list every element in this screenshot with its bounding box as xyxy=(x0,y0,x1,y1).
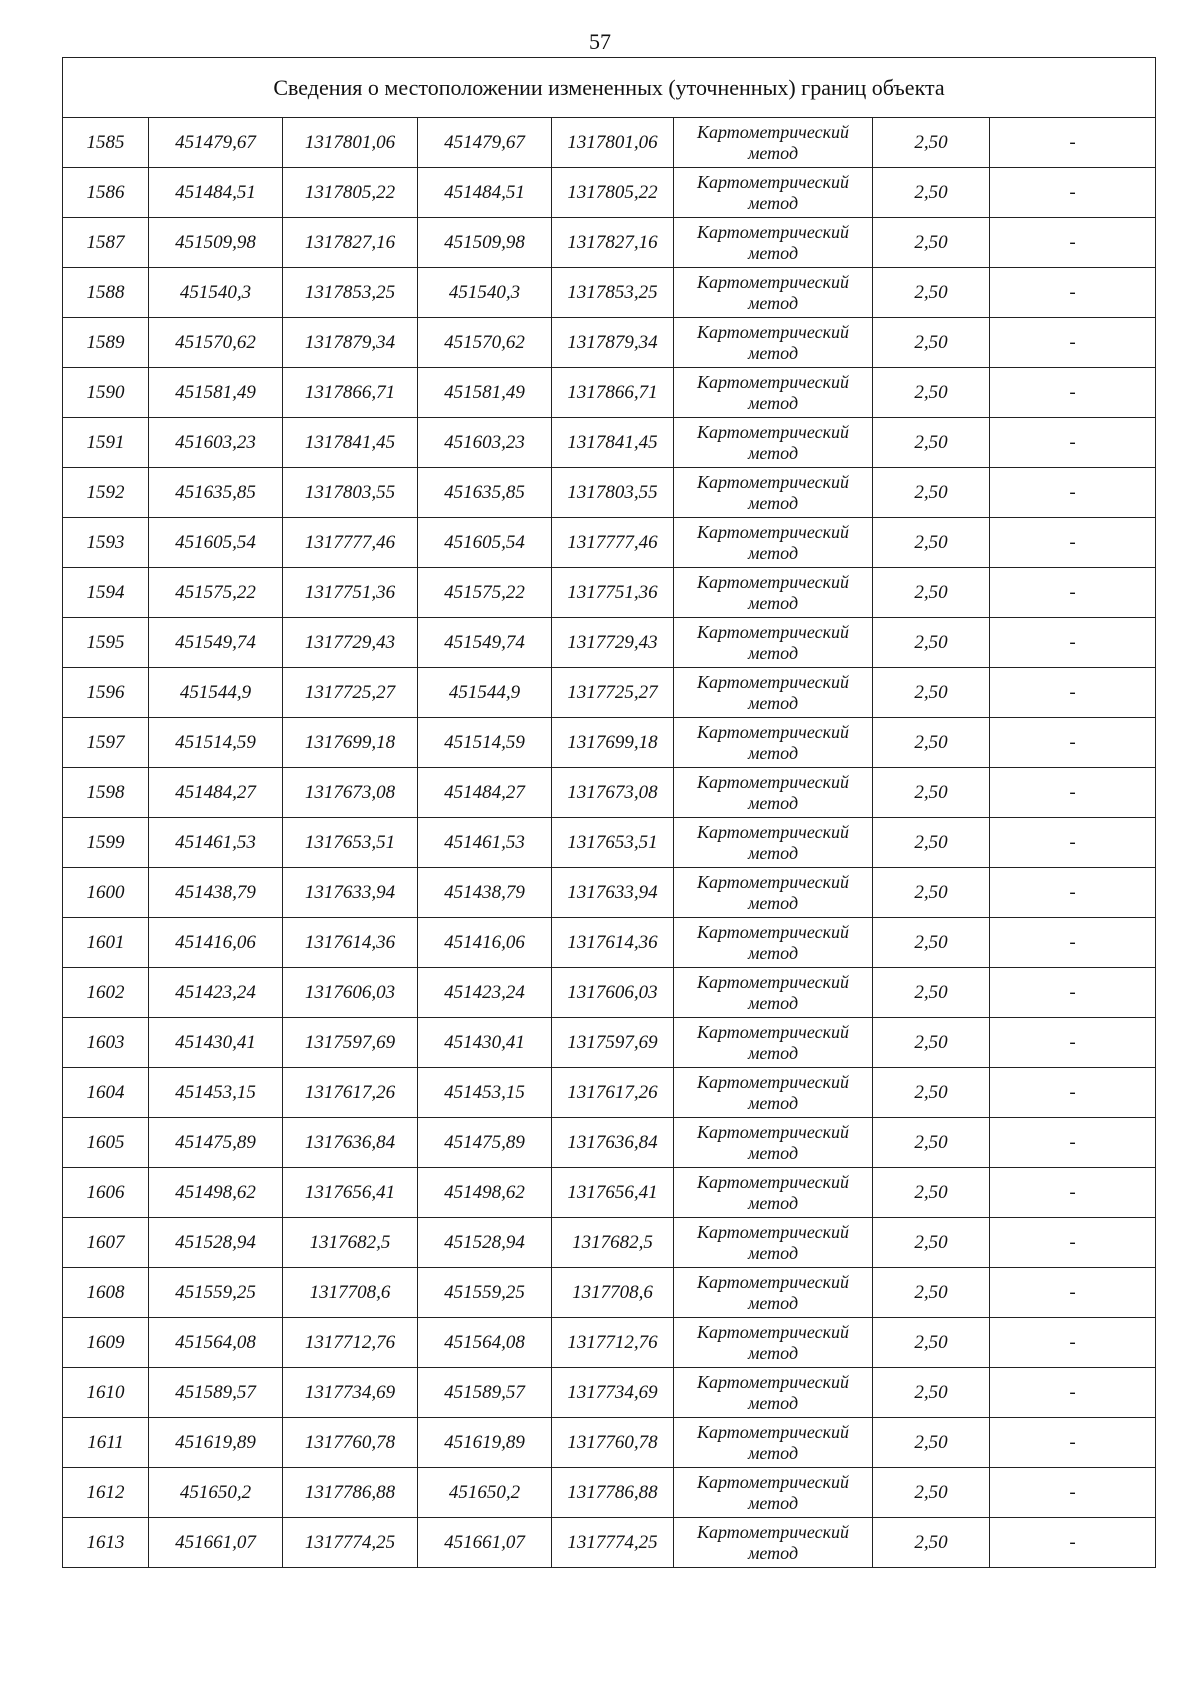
method-cell: Картометрический метод xyxy=(674,968,873,1018)
existing-x-cell: 451540,3 xyxy=(149,268,283,318)
point-number-cell: 1599 xyxy=(63,818,149,868)
updated-y-cell: 1317879,34 xyxy=(552,318,674,368)
updated-y-cell: 1317866,71 xyxy=(552,368,674,418)
method-cell: Картометрический метод xyxy=(674,1018,873,1068)
existing-y-cell: 1317682,5 xyxy=(283,1218,418,1268)
updated-y-cell: 1317774,25 xyxy=(552,1518,674,1568)
table-row xyxy=(63,318,1156,368)
boundary-coordinates-table xyxy=(62,57,1156,1568)
existing-x-cell: 451528,94 xyxy=(149,1218,283,1268)
existing-x-cell: 451564,08 xyxy=(149,1318,283,1368)
point-number-cell: 1606 xyxy=(63,1168,149,1218)
updated-y-cell: 1317673,08 xyxy=(552,768,674,818)
note-cell: - xyxy=(990,1468,1156,1518)
existing-x-cell: 451416,06 xyxy=(149,918,283,968)
table-row xyxy=(63,1318,1156,1368)
method-cell: Картометрический метод xyxy=(674,318,873,368)
updated-y-cell: 1317653,51 xyxy=(552,818,674,868)
table-title-row xyxy=(63,58,1156,118)
table-row xyxy=(63,718,1156,768)
updated-y-cell: 1317708,6 xyxy=(552,1268,674,1318)
existing-x-cell: 451479,67 xyxy=(149,118,283,168)
method-cell: Картометрический метод xyxy=(674,1268,873,1318)
updated-x-cell: 451528,94 xyxy=(418,1218,552,1268)
accuracy-cell: 2,50 xyxy=(873,218,990,268)
existing-y-cell: 1317801,06 xyxy=(283,118,418,168)
existing-x-cell: 451430,41 xyxy=(149,1018,283,1068)
existing-y-cell: 1317725,27 xyxy=(283,668,418,718)
point-number-cell: 1592 xyxy=(63,468,149,518)
note-cell: - xyxy=(990,1018,1156,1068)
existing-y-cell: 1317699,18 xyxy=(283,718,418,768)
accuracy-cell: 2,50 xyxy=(873,318,990,368)
updated-y-cell: 1317614,36 xyxy=(552,918,674,968)
existing-y-cell: 1317866,71 xyxy=(283,368,418,418)
method-cell: Картометрический метод xyxy=(674,868,873,918)
table-row xyxy=(63,618,1156,668)
updated-x-cell: 451540,3 xyxy=(418,268,552,318)
accuracy-cell: 2,50 xyxy=(873,918,990,968)
accuracy-cell: 2,50 xyxy=(873,1018,990,1068)
point-number-cell: 1613 xyxy=(63,1518,149,1568)
accuracy-cell: 2,50 xyxy=(873,1068,990,1118)
existing-x-cell: 451484,51 xyxy=(149,168,283,218)
updated-x-cell: 451514,59 xyxy=(418,718,552,768)
existing-x-cell: 451509,98 xyxy=(149,218,283,268)
table-row xyxy=(63,868,1156,918)
table-row xyxy=(63,1168,1156,1218)
table-row xyxy=(63,518,1156,568)
updated-y-cell: 1317777,46 xyxy=(552,518,674,568)
point-number-cell: 1598 xyxy=(63,768,149,818)
table-row xyxy=(63,768,1156,818)
accuracy-cell: 2,50 xyxy=(873,668,990,718)
method-cell: Картометрический метод xyxy=(674,568,873,618)
existing-x-cell: 451619,89 xyxy=(149,1418,283,1468)
updated-x-cell: 451498,62 xyxy=(418,1168,552,1218)
method-cell: Картометрический метод xyxy=(674,468,873,518)
accuracy-cell: 2,50 xyxy=(873,268,990,318)
existing-x-cell: 451635,85 xyxy=(149,468,283,518)
table-row xyxy=(63,1518,1156,1568)
updated-x-cell: 451581,49 xyxy=(418,368,552,418)
point-number-cell: 1591 xyxy=(63,418,149,468)
existing-y-cell: 1317803,55 xyxy=(283,468,418,518)
point-number-cell: 1602 xyxy=(63,968,149,1018)
method-cell: Картометрический метод xyxy=(674,168,873,218)
table-row xyxy=(63,168,1156,218)
existing-x-cell: 451605,54 xyxy=(149,518,283,568)
accuracy-cell: 2,50 xyxy=(873,1268,990,1318)
existing-x-cell: 451475,89 xyxy=(149,1118,283,1168)
updated-x-cell: 451544,9 xyxy=(418,668,552,718)
updated-y-cell: 1317803,55 xyxy=(552,468,674,518)
updated-x-cell: 451575,22 xyxy=(418,568,552,618)
updated-x-cell: 451484,27 xyxy=(418,768,552,818)
accuracy-cell: 2,50 xyxy=(873,1318,990,1368)
note-cell: - xyxy=(990,968,1156,1018)
updated-y-cell: 1317656,41 xyxy=(552,1168,674,1218)
point-number-cell: 1593 xyxy=(63,518,149,568)
updated-y-cell: 1317801,06 xyxy=(552,118,674,168)
accuracy-cell: 2,50 xyxy=(873,1118,990,1168)
note-cell: - xyxy=(990,1518,1156,1568)
note-cell: - xyxy=(990,1118,1156,1168)
existing-x-cell: 451581,49 xyxy=(149,368,283,418)
table-row xyxy=(63,1068,1156,1118)
updated-y-cell: 1317734,69 xyxy=(552,1368,674,1418)
existing-x-cell: 451570,62 xyxy=(149,318,283,368)
existing-x-cell: 451423,24 xyxy=(149,968,283,1018)
point-number-cell: 1596 xyxy=(63,668,149,718)
existing-x-cell: 451544,9 xyxy=(149,668,283,718)
existing-y-cell: 1317712,76 xyxy=(283,1318,418,1368)
existing-x-cell: 451549,74 xyxy=(149,618,283,668)
note-cell: - xyxy=(990,918,1156,968)
method-cell: Картометрический метод xyxy=(674,1418,873,1468)
point-number-cell: 1597 xyxy=(63,718,149,768)
existing-y-cell: 1317653,51 xyxy=(283,818,418,868)
note-cell: - xyxy=(990,1168,1156,1218)
table-row xyxy=(63,1468,1156,1518)
existing-x-cell: 451559,25 xyxy=(149,1268,283,1318)
accuracy-cell: 2,50 xyxy=(873,818,990,868)
note-cell: - xyxy=(990,1218,1156,1268)
table-row xyxy=(63,1418,1156,1468)
accuracy-cell: 2,50 xyxy=(873,1368,990,1418)
table-row xyxy=(63,268,1156,318)
note-cell: - xyxy=(990,518,1156,568)
updated-y-cell: 1317805,22 xyxy=(552,168,674,218)
note-cell: - xyxy=(990,1368,1156,1418)
updated-y-cell: 1317853,25 xyxy=(552,268,674,318)
updated-x-cell: 451461,53 xyxy=(418,818,552,868)
existing-x-cell: 451453,15 xyxy=(149,1068,283,1118)
point-number-cell: 1609 xyxy=(63,1318,149,1368)
existing-x-cell: 451498,62 xyxy=(149,1168,283,1218)
table-title: Сведения о местоположении измененных (уточненных) границ объекта xyxy=(63,58,1156,118)
updated-x-cell: 451423,24 xyxy=(418,968,552,1018)
point-number-cell: 1607 xyxy=(63,1218,149,1268)
accuracy-cell: 2,50 xyxy=(873,1218,990,1268)
method-cell: Картометрический метод xyxy=(674,1068,873,1118)
updated-x-cell: 451475,89 xyxy=(418,1118,552,1168)
updated-x-cell: 451484,51 xyxy=(418,168,552,218)
existing-x-cell: 451661,07 xyxy=(149,1518,283,1568)
existing-y-cell: 1317708,6 xyxy=(283,1268,418,1318)
method-cell: Картометрический метод xyxy=(674,668,873,718)
point-number-cell: 1585 xyxy=(63,118,149,168)
updated-x-cell: 451661,07 xyxy=(418,1518,552,1568)
method-cell: Картометрический метод xyxy=(674,418,873,468)
table-row xyxy=(63,1218,1156,1268)
existing-x-cell: 451650,2 xyxy=(149,1468,283,1518)
note-cell: - xyxy=(990,268,1156,318)
method-cell: Картометрический метод xyxy=(674,1218,873,1268)
existing-y-cell: 1317827,16 xyxy=(283,218,418,268)
note-cell: - xyxy=(990,218,1156,268)
note-cell: - xyxy=(990,718,1156,768)
table-row xyxy=(63,1118,1156,1168)
method-cell: Картометрический метод xyxy=(674,618,873,668)
table-row xyxy=(63,968,1156,1018)
method-cell: Картометрический метод xyxy=(674,368,873,418)
accuracy-cell: 2,50 xyxy=(873,868,990,918)
updated-y-cell: 1317760,78 xyxy=(552,1418,674,1468)
accuracy-cell: 2,50 xyxy=(873,1168,990,1218)
method-cell: Картометрический метод xyxy=(674,518,873,568)
updated-x-cell: 451570,62 xyxy=(418,318,552,368)
note-cell: - xyxy=(990,818,1156,868)
method-cell: Картометрический метод xyxy=(674,1518,873,1568)
accuracy-cell: 2,50 xyxy=(873,768,990,818)
point-number-cell: 1594 xyxy=(63,568,149,618)
existing-y-cell: 1317879,34 xyxy=(283,318,418,368)
point-number-cell: 1611 xyxy=(63,1418,149,1468)
note-cell: - xyxy=(990,118,1156,168)
existing-x-cell: 451514,59 xyxy=(149,718,283,768)
note-cell: - xyxy=(990,668,1156,718)
table-row xyxy=(63,118,1156,168)
accuracy-cell: 2,50 xyxy=(873,568,990,618)
method-cell: Картометрический метод xyxy=(674,1318,873,1368)
note-cell: - xyxy=(990,868,1156,918)
note-cell: - xyxy=(990,468,1156,518)
note-cell: - xyxy=(990,568,1156,618)
note-cell: - xyxy=(990,618,1156,668)
method-cell: Картометрический метод xyxy=(674,218,873,268)
existing-x-cell: 451484,27 xyxy=(149,768,283,818)
accuracy-cell: 2,50 xyxy=(873,368,990,418)
method-cell: Картометрический метод xyxy=(674,1468,873,1518)
method-cell: Картометрический метод xyxy=(674,918,873,968)
updated-y-cell: 1317786,88 xyxy=(552,1468,674,1518)
updated-y-cell: 1317729,43 xyxy=(552,618,674,668)
note-cell: - xyxy=(990,1318,1156,1368)
existing-y-cell: 1317614,36 xyxy=(283,918,418,968)
updated-y-cell: 1317617,26 xyxy=(552,1068,674,1118)
accuracy-cell: 2,50 xyxy=(873,618,990,668)
updated-y-cell: 1317636,84 xyxy=(552,1118,674,1168)
table-row xyxy=(63,1368,1156,1418)
point-number-cell: 1604 xyxy=(63,1068,149,1118)
accuracy-cell: 2,50 xyxy=(873,168,990,218)
updated-x-cell: 451549,74 xyxy=(418,618,552,668)
updated-x-cell: 451453,15 xyxy=(418,1068,552,1118)
accuracy-cell: 2,50 xyxy=(873,968,990,1018)
existing-y-cell: 1317617,26 xyxy=(283,1068,418,1118)
table-row xyxy=(63,468,1156,518)
updated-x-cell: 451509,98 xyxy=(418,218,552,268)
updated-y-cell: 1317633,94 xyxy=(552,868,674,918)
updated-y-cell: 1317841,45 xyxy=(552,418,674,468)
updated-x-cell: 451564,08 xyxy=(418,1318,552,1368)
point-number-cell: 1588 xyxy=(63,268,149,318)
method-cell: Картометрический метод xyxy=(674,818,873,868)
updated-x-cell: 451416,06 xyxy=(418,918,552,968)
point-number-cell: 1610 xyxy=(63,1368,149,1418)
updated-x-cell: 451605,54 xyxy=(418,518,552,568)
accuracy-cell: 2,50 xyxy=(873,518,990,568)
existing-x-cell: 451589,57 xyxy=(149,1368,283,1418)
accuracy-cell: 2,50 xyxy=(873,1468,990,1518)
table-row xyxy=(63,1268,1156,1318)
note-cell: - xyxy=(990,1268,1156,1318)
updated-x-cell: 451430,41 xyxy=(418,1018,552,1068)
table-row xyxy=(63,368,1156,418)
note-cell: - xyxy=(990,368,1156,418)
existing-y-cell: 1317805,22 xyxy=(283,168,418,218)
accuracy-cell: 2,50 xyxy=(873,468,990,518)
method-cell: Картометрический метод xyxy=(674,718,873,768)
accuracy-cell: 2,50 xyxy=(873,1518,990,1568)
table-row xyxy=(63,668,1156,718)
accuracy-cell: 2,50 xyxy=(873,418,990,468)
existing-y-cell: 1317729,43 xyxy=(283,618,418,668)
existing-y-cell: 1317633,94 xyxy=(283,868,418,918)
note-cell: - xyxy=(990,318,1156,368)
updated-y-cell: 1317712,76 xyxy=(552,1318,674,1368)
updated-y-cell: 1317597,69 xyxy=(552,1018,674,1068)
accuracy-cell: 2,50 xyxy=(873,1418,990,1468)
method-cell: Картометрический метод xyxy=(674,1118,873,1168)
existing-x-cell: 451603,23 xyxy=(149,418,283,468)
updated-x-cell: 451438,79 xyxy=(418,868,552,918)
existing-y-cell: 1317751,36 xyxy=(283,568,418,618)
point-number-cell: 1586 xyxy=(63,168,149,218)
table-row xyxy=(63,818,1156,868)
existing-y-cell: 1317636,84 xyxy=(283,1118,418,1168)
updated-x-cell: 451635,85 xyxy=(418,468,552,518)
method-cell: Картометрический метод xyxy=(674,118,873,168)
point-number-cell: 1605 xyxy=(63,1118,149,1168)
updated-x-cell: 451619,89 xyxy=(418,1418,552,1468)
existing-y-cell: 1317673,08 xyxy=(283,768,418,818)
point-number-cell: 1603 xyxy=(63,1018,149,1068)
method-cell: Картометрический метод xyxy=(674,1368,873,1418)
point-number-cell: 1601 xyxy=(63,918,149,968)
updated-y-cell: 1317725,27 xyxy=(552,668,674,718)
updated-x-cell: 451650,2 xyxy=(418,1468,552,1518)
point-number-cell: 1595 xyxy=(63,618,149,668)
note-cell: - xyxy=(990,168,1156,218)
table-row xyxy=(63,1018,1156,1068)
point-number-cell: 1590 xyxy=(63,368,149,418)
point-number-cell: 1589 xyxy=(63,318,149,368)
updated-y-cell: 1317751,36 xyxy=(552,568,674,618)
updated-y-cell: 1317699,18 xyxy=(552,718,674,768)
existing-y-cell: 1317597,69 xyxy=(283,1018,418,1068)
method-cell: Картометрический метод xyxy=(674,768,873,818)
accuracy-cell: 2,50 xyxy=(873,718,990,768)
updated-y-cell: 1317606,03 xyxy=(552,968,674,1018)
existing-y-cell: 1317734,69 xyxy=(283,1368,418,1418)
updated-x-cell: 451603,23 xyxy=(418,418,552,468)
updated-y-cell: 1317827,16 xyxy=(552,218,674,268)
note-cell: - xyxy=(990,418,1156,468)
existing-y-cell: 1317841,45 xyxy=(283,418,418,468)
existing-y-cell: 1317760,78 xyxy=(283,1418,418,1468)
note-cell: - xyxy=(990,1418,1156,1468)
point-number-cell: 1587 xyxy=(63,218,149,268)
updated-x-cell: 451559,25 xyxy=(418,1268,552,1318)
existing-y-cell: 1317606,03 xyxy=(283,968,418,1018)
table-row xyxy=(63,418,1156,468)
existing-y-cell: 1317786,88 xyxy=(283,1468,418,1518)
table-row xyxy=(63,218,1156,268)
method-cell: Картометрический метод xyxy=(674,1168,873,1218)
updated-x-cell: 451479,67 xyxy=(418,118,552,168)
existing-x-cell: 451575,22 xyxy=(149,568,283,618)
point-number-cell: 1600 xyxy=(63,868,149,918)
existing-x-cell: 451438,79 xyxy=(149,868,283,918)
updated-y-cell: 1317682,5 xyxy=(552,1218,674,1268)
accuracy-cell: 2,50 xyxy=(873,118,990,168)
existing-y-cell: 1317774,25 xyxy=(283,1518,418,1568)
existing-x-cell: 451461,53 xyxy=(149,818,283,868)
point-number-cell: 1608 xyxy=(63,1268,149,1318)
table-row xyxy=(63,568,1156,618)
note-cell: - xyxy=(990,1068,1156,1118)
existing-y-cell: 1317656,41 xyxy=(283,1168,418,1218)
existing-y-cell: 1317853,25 xyxy=(283,268,418,318)
point-number-cell: 1612 xyxy=(63,1468,149,1518)
existing-y-cell: 1317777,46 xyxy=(283,518,418,568)
note-cell: - xyxy=(990,768,1156,818)
method-cell: Картометрический метод xyxy=(674,268,873,318)
page-number: 57 xyxy=(589,29,611,54)
updated-x-cell: 451589,57 xyxy=(418,1368,552,1418)
table-row xyxy=(63,918,1156,968)
